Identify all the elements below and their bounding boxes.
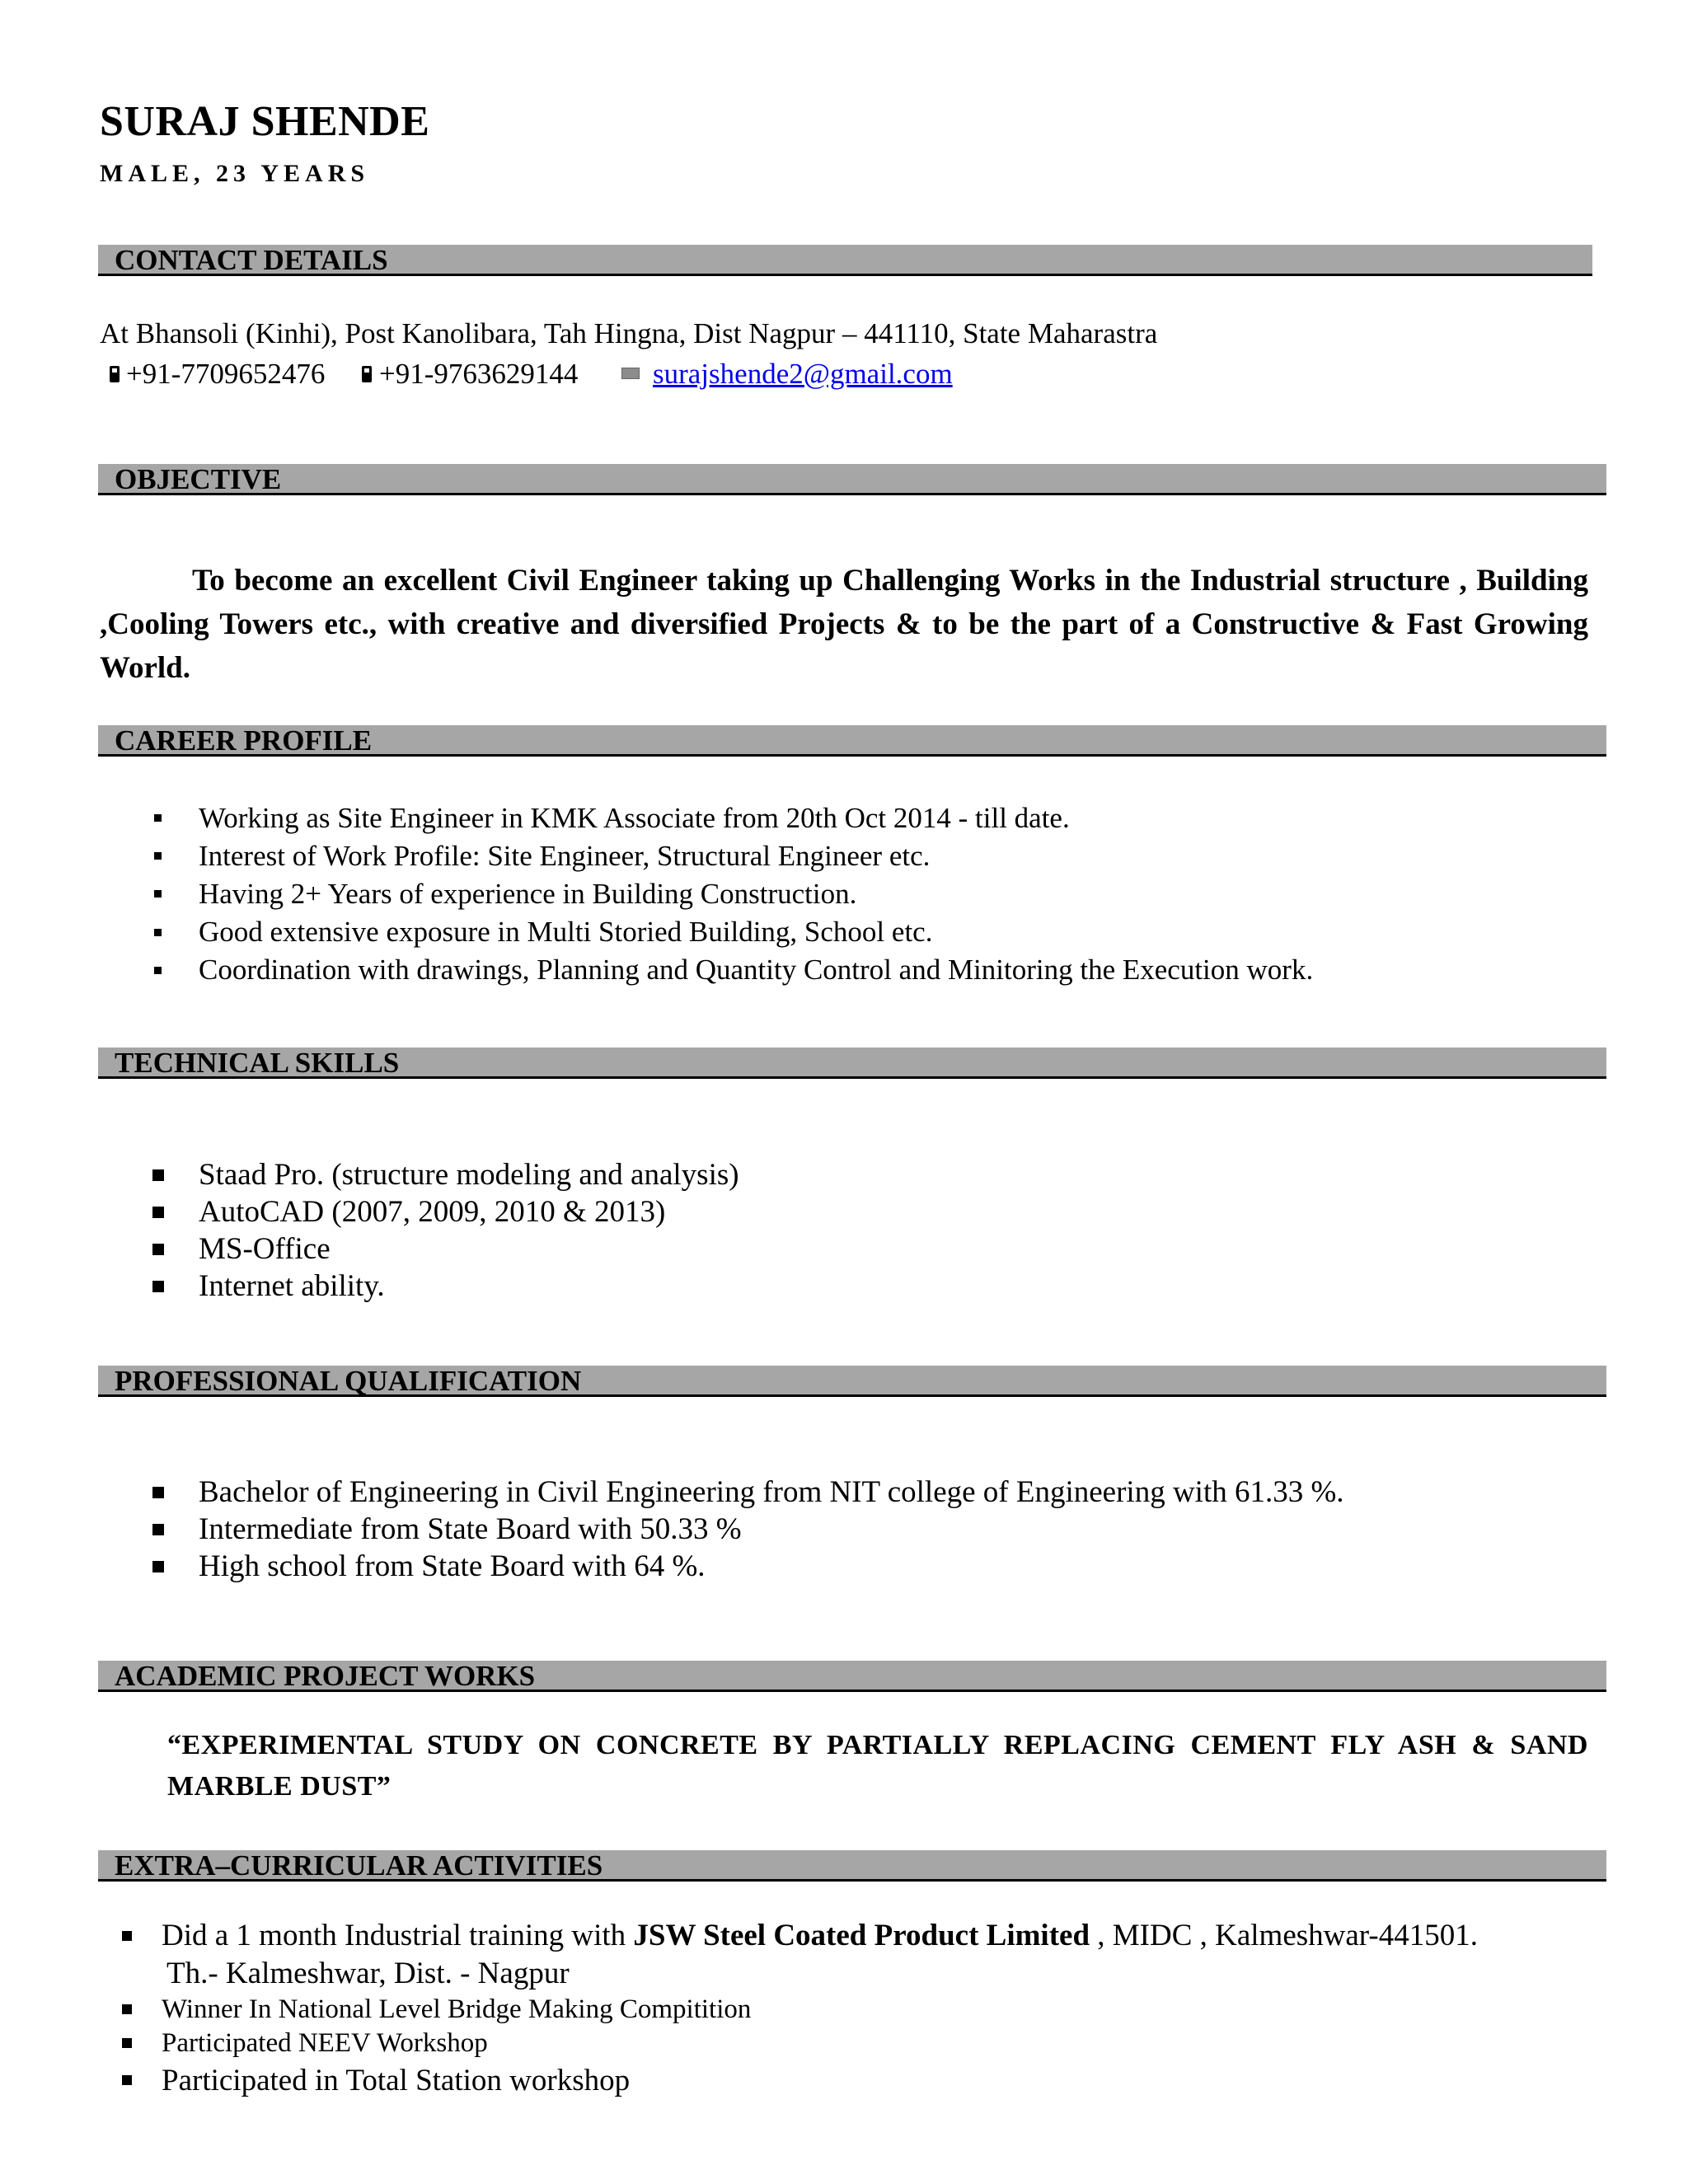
- project-title: “EXPERIMENTAL STUDY ON CONCRETE BY PARTIALLY REPLACING CEMENT FLY ASH & SAND MARBLE DUST”: [167, 1730, 1588, 1802]
- list-item: Interest of Work Profile: Site Engineer, Structural Engineer etc.: [199, 840, 931, 872]
- bullet-icon: [122, 2038, 132, 2048]
- bullet-icon: [122, 1931, 132, 1941]
- activity-text: Did a 1 month Industrial training with: [162, 1919, 634, 1952]
- section-title: TECHNICAL SKILLS: [115, 1047, 400, 1079]
- bullet-icon: [122, 2004, 132, 2014]
- section-header-career: [98, 725, 1606, 757]
- list-item-continuation: Th.- Kalmeshwar, Dist. - Nagpur: [166, 1957, 570, 1990]
- bullet-icon: [152, 1524, 164, 1535]
- phone-icon: [362, 366, 372, 382]
- bullet-icon: [154, 929, 162, 936]
- bullet-icon: [152, 1281, 164, 1292]
- bullet-icon: [122, 2075, 132, 2085]
- bullet-icon: [152, 1207, 164, 1218]
- bullet-icon: [154, 814, 162, 822]
- section-title: CONTACT DETAILS: [115, 244, 388, 276]
- bullet-icon: [152, 1244, 164, 1255]
- section-title: OBJECTIVE: [115, 463, 282, 495]
- company-name: JSW Steel Coated Product Limited: [633, 1919, 1090, 1952]
- bullet-icon: [154, 890, 162, 898]
- section-header-technical: [98, 1047, 1606, 1079]
- section-header-qualification: [98, 1366, 1606, 1397]
- section-header-extra: [98, 1850, 1606, 1882]
- list-item: MS-Office: [199, 1232, 331, 1266]
- list-item: Participated NEEV Workshop: [162, 2028, 488, 2058]
- list-item: Good extensive exposure in Multi Storied Building, School etc.: [199, 916, 933, 948]
- section-header-contact: [98, 245, 1592, 276]
- list-item: Staad Pro. (structure modeling and analysis): [199, 1158, 739, 1192]
- email-link[interactable]: surajshende2@gmail.com: [653, 358, 953, 390]
- section-title: ACADEMIC PROJECT WORKS: [115, 1660, 536, 1692]
- bullet-icon: [152, 1169, 164, 1181]
- section-header-objective: [98, 464, 1606, 495]
- list-item: Bachelor of Engineering in Civil Engineering from NIT college of Engineering with 61.33 %.: [199, 1475, 1344, 1509]
- candidate-name: SURAJ SHENDE: [100, 98, 430, 145]
- phone-number-2: +91-9763629144: [379, 358, 579, 390]
- phone-number-1: +91-7709652476: [126, 358, 326, 390]
- bullet-icon: [152, 1561, 164, 1572]
- list-item: Intermediate from State Board with 50.33 %: [199, 1512, 742, 1546]
- section-header-project: [98, 1661, 1606, 1692]
- section-title: PROFESSIONAL QUALIFICATION: [115, 1365, 582, 1397]
- list-item: Working as Site Engineer in KMK Associate from 20th Oct 2014 - till date.: [199, 802, 1070, 834]
- section-title: EXTRA–CURRICULAR ACTIVITIES: [115, 1849, 603, 1882]
- objective-text: To become an excellent Civil Engineer taking up Challenging Works in the Industrial structure , Building ,Cooling Towers etc., with creative and diversified Projects & to be the part of a Constructive & Fast Growing World.: [100, 564, 1588, 685]
- list-item: [162, 1918, 1478, 1953]
- email-icon: [621, 368, 640, 379]
- section-title: CAREER PROFILE: [115, 724, 373, 757]
- list-item: Participated in Total Station workshop: [162, 2064, 631, 2097]
- list-item: High school from State Board with 64 %.: [199, 1549, 706, 1583]
- list-item: Coordination with drawings, Planning and Quantity Control and Minitoring the Execution work.: [199, 954, 1314, 986]
- activity-text: , MIDC , Kalmeshwar-441501.: [1090, 1919, 1478, 1952]
- bullet-icon: [152, 1487, 164, 1498]
- address-text: At Bhansoli (Kinhi), Post Kanolibara, Tah Hingna, Dist Nagpur – 441110, State Maharastra: [100, 317, 1158, 349]
- phone-icon: [110, 366, 120, 382]
- candidate-subtitle: MALE, 23 YEARS: [100, 160, 370, 187]
- list-item: Having 2+ Years of experience in Building Construction.: [199, 878, 857, 910]
- bullet-icon: [154, 967, 162, 974]
- bullet-icon: [154, 852, 162, 860]
- list-item: AutoCAD (2007, 2009, 2010 & 2013): [199, 1195, 666, 1229]
- list-item: Internet ability.: [199, 1269, 385, 1303]
- list-item: Winner In National Level Bridge Making Compitition: [162, 1994, 752, 2024]
